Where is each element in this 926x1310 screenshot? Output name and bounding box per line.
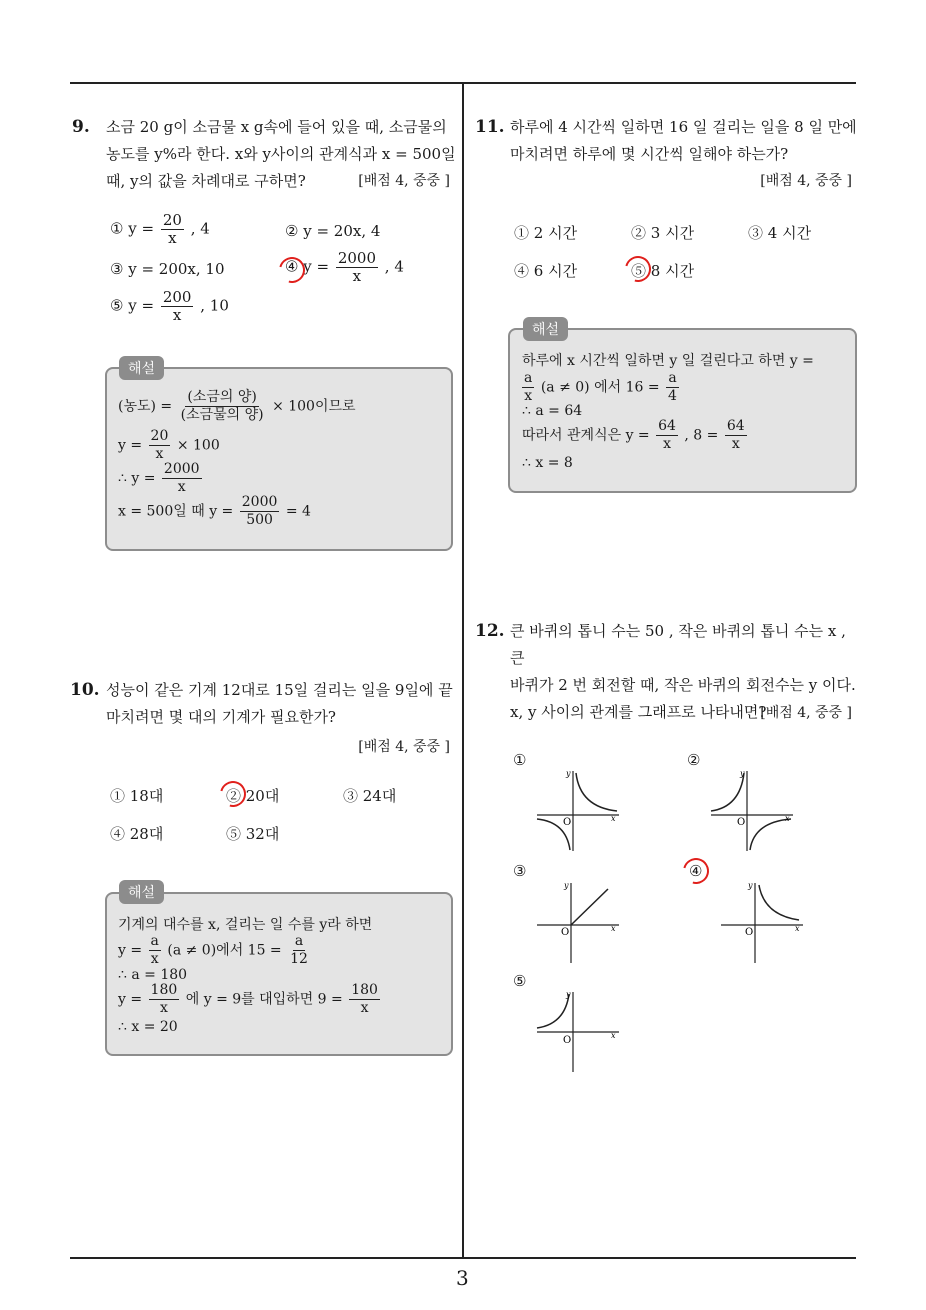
q9-text-line1: 소금 20 g이 소금물 x g속에 들어 있을 때, 소금물의 — [106, 118, 447, 136]
q12-number: 12. — [475, 621, 505, 641]
q12-graph-5-origin: O — [563, 1035, 572, 1046]
q12-graph-2-xlabel: x — [785, 814, 790, 823]
q11-solution-tag: 해설 — [523, 317, 568, 341]
q11-text-line1: 하루에 4 시간씩 일하면 16 일 걸리는 일을 8 일 만에 — [510, 118, 857, 136]
q12-graph-3-ylabel: y — [564, 881, 569, 890]
q9-option-2[interactable]: ② y = 20x, 4 — [285, 222, 381, 240]
q12-option-2-label[interactable]: ② — [687, 751, 701, 769]
q10-meta: [배점 4, 중중 ] — [358, 739, 450, 755]
q10-answer-mark — [215, 776, 251, 812]
q9-text-line2: 농도를 y%라 한다. x와 y사이의 관계식과 x = 500일 — [106, 145, 456, 163]
q11-option-3[interactable]: ③ 4 시간 — [748, 224, 812, 242]
q9-number: 9. — [72, 117, 90, 137]
bottom-rule — [70, 1257, 856, 1259]
q10-solution-line1: 기계의 대수를 x, 걸리는 일 수를 y라 하면 — [118, 917, 373, 933]
q12-option-3-label[interactable]: ③ — [513, 862, 527, 880]
q11-text-line2: 마치려면 하루에 몇 시간씩 일해야 하는가? — [510, 145, 789, 163]
q9-solution-line1: (농도) = $\frac{\text{(소금의 양)}}{\text{(소금물의 양)}}$ × 100이므로 — [118, 389, 356, 423]
q9-solution-line3: ∴ y = $\frac{2000}{x}$ — [118, 461, 200, 495]
q12-text-line3: x, y 사이의 관계를 그래프로 나타내면? — [510, 703, 767, 721]
q12-graph-5-ylabel: y — [566, 990, 571, 999]
q10-text-line1: 성능이 같은 기계 12대로 15일 걸리는 일을 9일에 끝 — [106, 681, 453, 699]
q9-option-4[interactable]: ④ y = $\frac{2000}{x}$ , 4 — [285, 249, 404, 285]
q11-solution-line1: 하루에 x 시간씩 일하면 y 일 걸린다고 하면 y = — [522, 353, 814, 369]
q12-graph-1-ylabel: y — [566, 769, 571, 778]
q11-option-4[interactable]: ④ 6 시간 — [514, 262, 578, 280]
q11-meta: [배점 4, 중중 ] — [760, 173, 852, 189]
q12-graph-5-xlabel: x — [611, 1031, 616, 1040]
q9-option-3[interactable]: ③ y = 200x, 10 — [110, 260, 225, 278]
q9-solution-tag: 해설 — [119, 356, 164, 380]
q12-graph-2-origin: O — [737, 817, 746, 828]
q10-option-3[interactable]: ③ 24대 — [343, 787, 397, 805]
q10-option-1[interactable]: ① 18대 — [110, 787, 164, 805]
q11-solution-line5: ∴ x = 8 — [522, 455, 573, 471]
q10-option-2[interactable]: ② 20대 — [226, 787, 280, 805]
q10-text — [106, 677, 456, 731]
q12-graph-4[interactable] — [719, 877, 809, 967]
q12-option-5-label[interactable]: ⑤ — [513, 972, 527, 990]
q12-graph-4-ylabel: y — [748, 881, 753, 890]
q9-meta: [배점 4, 중중 ] — [358, 173, 450, 189]
q12-graph-3-origin: O — [561, 927, 570, 938]
q9-text-line3: 때, y의 값을 차례대로 구하면? — [106, 172, 306, 190]
q11-text — [510, 114, 860, 168]
q10-solution-line4: y = $\frac{180}{x}$ 에 y = 9를 대입하면 9 = $\frac{180}{x}$ — [118, 982, 378, 1016]
q11-answer-mark — [620, 251, 656, 287]
q12-graph-5[interactable] — [535, 986, 625, 1076]
q9-option-1[interactable]: ① y = $\frac{20}{x}$ , 4 — [110, 211, 210, 247]
q10-solution-line5: ∴ x = 20 — [118, 1019, 178, 1035]
q11-number: 11. — [475, 117, 505, 137]
q12-graph-4-xlabel: x — [795, 924, 800, 933]
page-number: 3 — [456, 1266, 469, 1290]
q12-graph-1-xlabel: x — [611, 814, 616, 823]
q9-solution-line4: x = 500일 때 y = $\frac{2000}{500}$ = 4 — [118, 494, 311, 528]
q12-graph-1-origin: O — [563, 817, 572, 828]
q11-option-1[interactable]: ① 2 시간 — [514, 224, 578, 242]
q12-text-line1: 큰 바퀴의 톱니 수는 50 , 작은 바퀴의 톱니 수는 x , 큰 — [510, 622, 846, 667]
q12-graph-2[interactable] — [709, 765, 799, 855]
q12-graph-2-ylabel: y — [740, 769, 745, 778]
q10-solution-tag: 해설 — [119, 880, 164, 904]
q12-graph-4-origin: O — [745, 927, 754, 938]
q10-solution-line2: y = $\frac{a}{x}$ (a ≠ 0)에서 15 = $\frac{a}{12}$ — [118, 933, 308, 967]
q11-option-2[interactable]: ② 3 시간 — [631, 224, 695, 242]
q12-answer-mark — [678, 853, 714, 889]
q10-number: 10. — [70, 680, 100, 700]
q10-option-4[interactable]: ④ 28대 — [110, 825, 164, 843]
q11-option-5[interactable]: ⑤ 8 시간 — [631, 262, 695, 280]
q12-graph-3-xlabel: x — [611, 924, 616, 933]
q12-graph-3[interactable] — [535, 877, 625, 967]
q10-solution-line3: ∴ a = 180 — [118, 967, 188, 983]
q12-meta: [배점 4, 중중 ] — [760, 705, 852, 721]
q11-solution-line3: ∴ a = 64 — [522, 403, 583, 419]
q12-graph-1[interactable] — [535, 765, 625, 855]
q10-text-line2: 마치려면 몇 대의 기계가 필요한가? — [106, 708, 336, 726]
q11-solution-line4: 따라서 관계식은 y = $\frac{64}{x}$ , 8 = $\frac{64}{x}$ — [522, 418, 745, 452]
q12-option-4-label[interactable]: ④ — [689, 862, 703, 880]
q10-option-5[interactable]: ⑤ 32대 — [226, 825, 280, 843]
q11-solution-line2: $\frac{a}{x}$ (a ≠ 0) 에서 16 = $\frac{a}{4}$ — [524, 370, 677, 404]
column-divider — [462, 83, 464, 1259]
q9-solution-line2: y = $\frac{20}{x}$ × 100 — [118, 428, 220, 462]
q12-option-1-label[interactable]: ① — [513, 751, 527, 769]
q12-text-line2: 바퀴가 2 번 회전할 때, 작은 바퀴의 회전수는 y 이다. — [510, 676, 856, 694]
q9-option-5[interactable]: ⑤ y = $\frac{200}{x}$ , 10 — [110, 288, 229, 324]
